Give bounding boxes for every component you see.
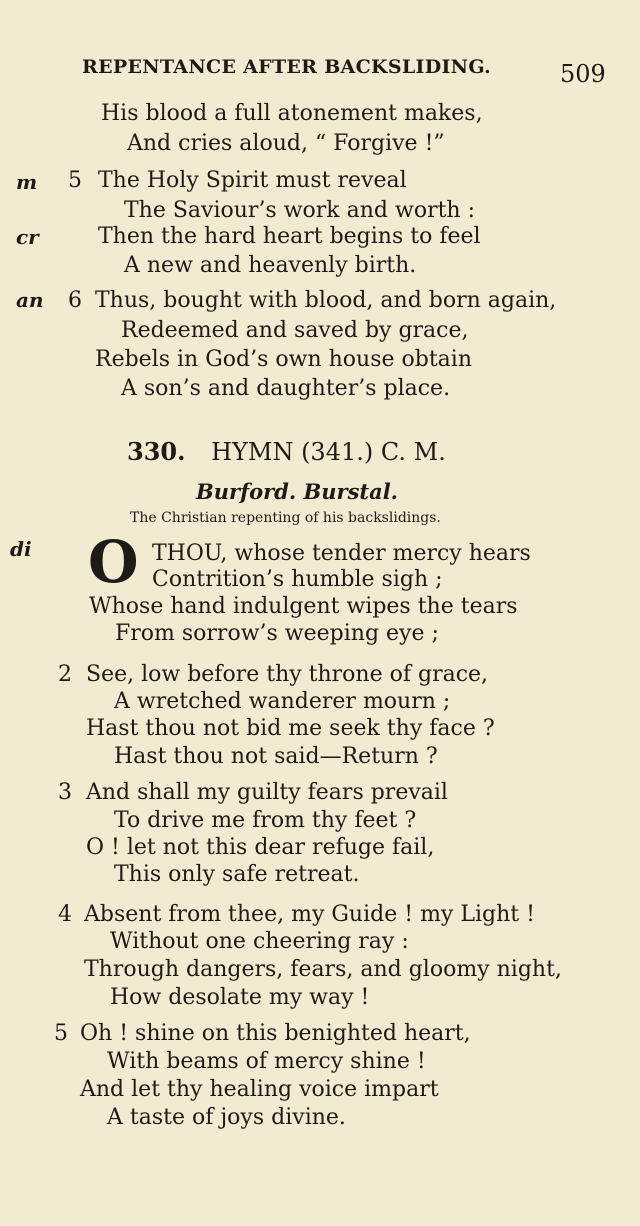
verse-line: And let thy healing voice impart bbox=[80, 1077, 439, 1102]
hymn-title: HYMN (341.) C. M. bbox=[211, 438, 446, 466]
hymn-heading bbox=[127, 437, 446, 466]
verse-line: Hast thou not bid me seek thy face ? bbox=[86, 716, 495, 741]
margin-mark-di: di bbox=[10, 537, 32, 561]
verse-line: Hast thou not said—Return ? bbox=[114, 744, 438, 769]
verse-line: Then the hard heart begins to feel bbox=[98, 224, 481, 249]
verse-line: Contrition’s humble sigh ; bbox=[152, 567, 443, 592]
margin-mark-an: an bbox=[16, 288, 44, 312]
verse-line: Absent from thee, my Guide ! my Light ! bbox=[84, 902, 535, 927]
page-number: 509 bbox=[560, 60, 606, 88]
verse-line: This only safe retreat. bbox=[114, 862, 360, 887]
verse-line: A wretched wanderer mourn ; bbox=[114, 689, 451, 714]
verse-number: 3 bbox=[58, 780, 72, 805]
verse-number: 6 bbox=[68, 288, 82, 313]
continuation-line-1: His blood a full atonement makes, bbox=[101, 101, 483, 126]
margin-mark-m: m bbox=[16, 170, 38, 194]
verse-number: 5 bbox=[54, 1021, 68, 1046]
verse-line: Rebels in God’s own house obtain bbox=[95, 347, 472, 372]
verse-line: Redeemed and saved by grace, bbox=[121, 318, 469, 343]
drop-cap: O bbox=[88, 528, 139, 596]
verse-line: See, low before thy throne of grace, bbox=[86, 662, 489, 687]
margin-mark-cr: cr bbox=[16, 225, 39, 249]
continuation-line-2: And cries aloud, “ Forgive !” bbox=[127, 131, 445, 156]
verse-line: How desolate my way ! bbox=[110, 985, 370, 1010]
hymn-number: 330. bbox=[127, 437, 186, 466]
verse-line: The Saviour’s work and worth : bbox=[124, 198, 476, 223]
verse-line: And shall my guilty fears prevail bbox=[86, 780, 448, 805]
verse-line: With beams of mercy shine ! bbox=[107, 1049, 426, 1074]
verse-line: Whose hand indulgent wipes the tears bbox=[89, 594, 518, 619]
verse-line: To drive me from thy feet ? bbox=[114, 808, 417, 833]
hymn-subject: The Christian repenting of his backslidings. bbox=[130, 510, 441, 526]
verse-line: A son’s and daughter’s place. bbox=[121, 376, 451, 401]
verse-line: A taste of joys divine. bbox=[107, 1105, 346, 1130]
hymn-tunes: Burford. Burstal. bbox=[196, 479, 398, 504]
verse-number: 4 bbox=[58, 902, 72, 927]
verse-line: From sorrow’s weeping eye ; bbox=[115, 621, 439, 646]
verse-number: 5 bbox=[68, 168, 82, 193]
verse-line: The Holy Spirit must reveal bbox=[98, 168, 407, 193]
verse-line: O ! let not this dear refuge fail, bbox=[86, 835, 435, 860]
verse-line: Without one cheering ray : bbox=[110, 929, 409, 954]
verse-line: THOU, whose tender mercy hears bbox=[152, 541, 531, 566]
verse-line: A new and heavenly birth. bbox=[124, 253, 417, 278]
verse-line: Oh ! shine on this benighted heart, bbox=[80, 1021, 471, 1046]
verse-number: 2 bbox=[58, 662, 72, 687]
verse-line: Thus, bought with blood, and born again, bbox=[95, 288, 557, 313]
running-header: REPENTANCE AFTER BACKSLIDING. bbox=[82, 56, 492, 78]
verse-line: Through dangers, fears, and gloomy night, bbox=[84, 957, 562, 982]
